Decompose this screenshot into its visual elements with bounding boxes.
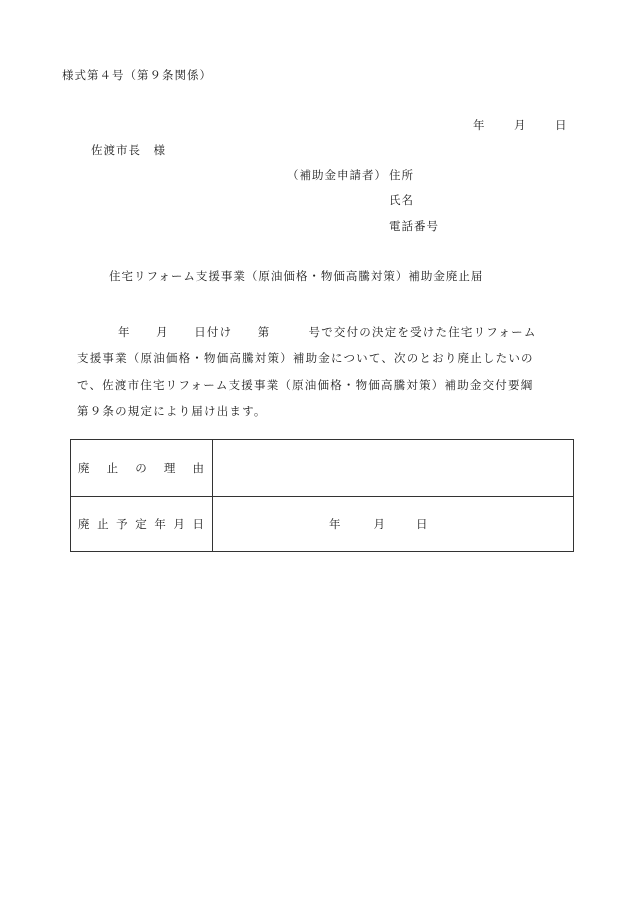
date-value-field[interactable] xyxy=(213,497,574,552)
phone-label: 電話番号 xyxy=(389,219,439,233)
date-label-char: 年 xyxy=(154,517,166,531)
date-label-char: 廃 xyxy=(78,517,90,531)
reason-label xyxy=(71,460,212,476)
date-row xyxy=(71,497,574,552)
form-number: 様式第４号（第９条関係） xyxy=(62,68,212,82)
date-year-label: 年 xyxy=(473,118,486,132)
date-label-char: 止 xyxy=(97,517,109,531)
date-label-char: 日 xyxy=(192,517,204,531)
applicant-role-label: （補助金申請者） xyxy=(287,168,387,182)
body-paragraph xyxy=(77,319,563,425)
reason-row xyxy=(71,440,574,497)
date-month-label: 月 xyxy=(514,118,527,132)
document-title: 住宅リフォーム支援事業（原油価格・物価高騰対策）補助金廃止届 xyxy=(109,269,484,283)
reason-label-char: の xyxy=(135,461,147,475)
body-line-1: 年 月 日付け 第 号で交付の決定を受けた住宅リフォーム xyxy=(118,325,537,339)
table-date-day: 日 xyxy=(416,517,428,531)
reason-label-char: 止 xyxy=(106,461,119,475)
body-line-4: 第９条の規定により届け出ます。 xyxy=(77,404,267,419)
reason-label-char: 由 xyxy=(192,461,204,475)
date-label-char: 定 xyxy=(135,517,147,531)
reason-label-char: 廃 xyxy=(78,461,90,475)
date-label-cell xyxy=(71,497,213,552)
date-label-char: 月 xyxy=(173,517,185,531)
form-table xyxy=(70,439,574,552)
date-label xyxy=(71,516,212,532)
date-value-group xyxy=(213,516,573,532)
body-line-2: 支援事業（原油価格・物価高騰対策）補助金について、次のとおり廃止したいの xyxy=(77,351,534,366)
reason-label-char: 理 xyxy=(163,461,176,475)
table-date-month: 月 xyxy=(373,517,385,531)
reason-label-cell xyxy=(71,440,213,497)
table-date-year: 年 xyxy=(329,517,341,531)
address-label: 住所 xyxy=(389,168,414,182)
date-day-label: 日 xyxy=(555,118,568,132)
date-label-char: 予 xyxy=(116,517,128,531)
body-line-3: で、佐渡市住宅リフォーム支援事業（原油価格・物価高騰対策）補助金交付要綱 xyxy=(77,377,534,392)
name-label: 氏名 xyxy=(389,193,414,207)
reason-value-field[interactable] xyxy=(213,440,574,497)
addressee: 佐渡市長 様 xyxy=(91,143,166,157)
